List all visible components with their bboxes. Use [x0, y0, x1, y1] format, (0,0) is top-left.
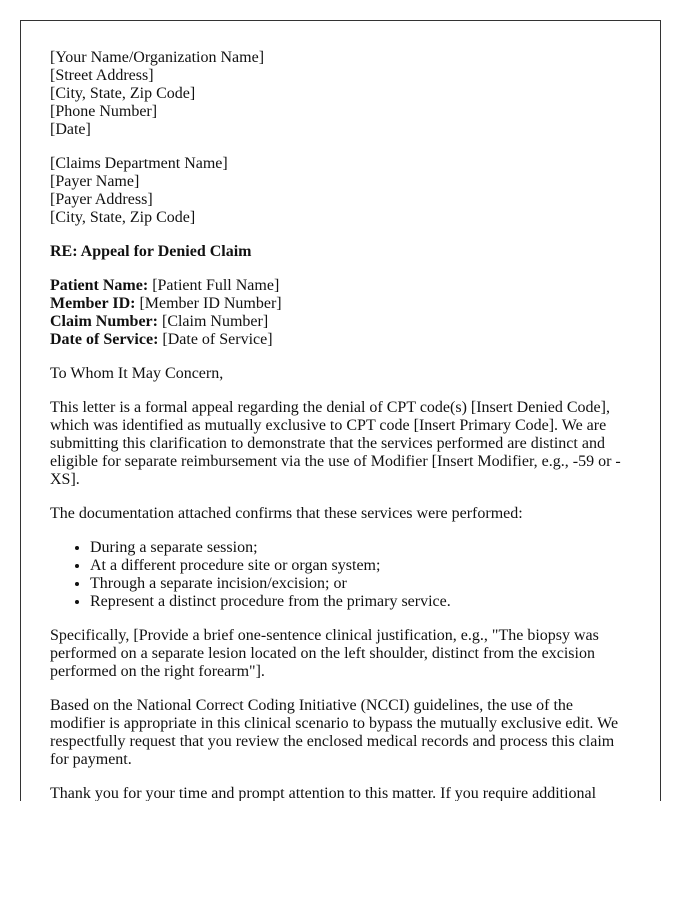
- list-item: • During a separate session;: [90, 539, 631, 557]
- list-item: • At a different procedure site or organ system;: [90, 557, 631, 575]
- recipient-city: [City, State, Zip Code]: [50, 209, 196, 226]
- body-paragraph: Based on the National Correct Coding Initiative (NCCI) guidelines, the use of the modifier is appropriate in this clinical scenario to bypass the mutually exclusive edit. We respectfully request that you review the enclosed medical records and process this claim for payment.: [50, 697, 619, 768]
- list-item: • Represent a distinct procedure from the primary service.: [90, 593, 631, 611]
- justification-list: [50, 539, 631, 611]
- recipient-department: [Claims Department Name]: [50, 155, 228, 172]
- sender-street: [Street Address]: [50, 67, 154, 84]
- body-paragraph: Specifically, [Provide a brief one-sentence clinical justification, e.g., "The biopsy was performed on a separate lesion located on the left shoulder, distinct from the excision performed on the right forearm"].: [50, 627, 599, 680]
- detail-label: Date of Service:: [50, 331, 159, 348]
- detail-value: [Date of Service]: [158, 331, 273, 348]
- list-item: • Through a separate incision/excision; or: [90, 575, 631, 593]
- body-paragraph: This letter is a formal appeal regarding the denial of CPT code(s) [Insert Denied Code], which was identified as mutually exclusive to CPT code [Insert Primary Code]. We are submitting this clarification to demonstrate that the services performed are distinct and eligible for separate reimbursement via the use of Modifier [Insert Modifier, e.g., -59 or -XS].: [50, 399, 621, 488]
- recipient-address: [Payer Address]: [50, 191, 153, 208]
- recipient-block: [50, 155, 631, 227]
- body-paragraph: The documentation attached confirms that these services were performed:: [50, 505, 523, 522]
- salutation: To Whom It May Concern,: [50, 365, 224, 382]
- letter-date: [Date]: [50, 121, 91, 138]
- subject-line: RE: Appeal for Denied Claim: [50, 243, 252, 260]
- detail-value: [Member ID Number]: [135, 295, 282, 312]
- body-paragraph: Thank you for your time and prompt attention to this matter. If you require additional: [50, 785, 597, 801]
- detail-value: [Patient Full Name]: [148, 277, 280, 294]
- detail-value: [Claim Number]: [157, 313, 269, 330]
- detail-label: Member ID:: [50, 295, 136, 312]
- detail-label: Claim Number:: [50, 313, 158, 330]
- sender-phone: [Phone Number]: [50, 103, 158, 120]
- detail-label: Patient Name:: [50, 277, 149, 294]
- letter-page: [20, 20, 661, 801]
- claim-details: [50, 277, 631, 349]
- sender-name: [Your Name/Organization Name]: [50, 49, 265, 66]
- sender-block: [50, 49, 631, 139]
- sender-city: [City, State, Zip Code]: [50, 85, 196, 102]
- recipient-payer: [Payer Name]: [50, 173, 140, 190]
